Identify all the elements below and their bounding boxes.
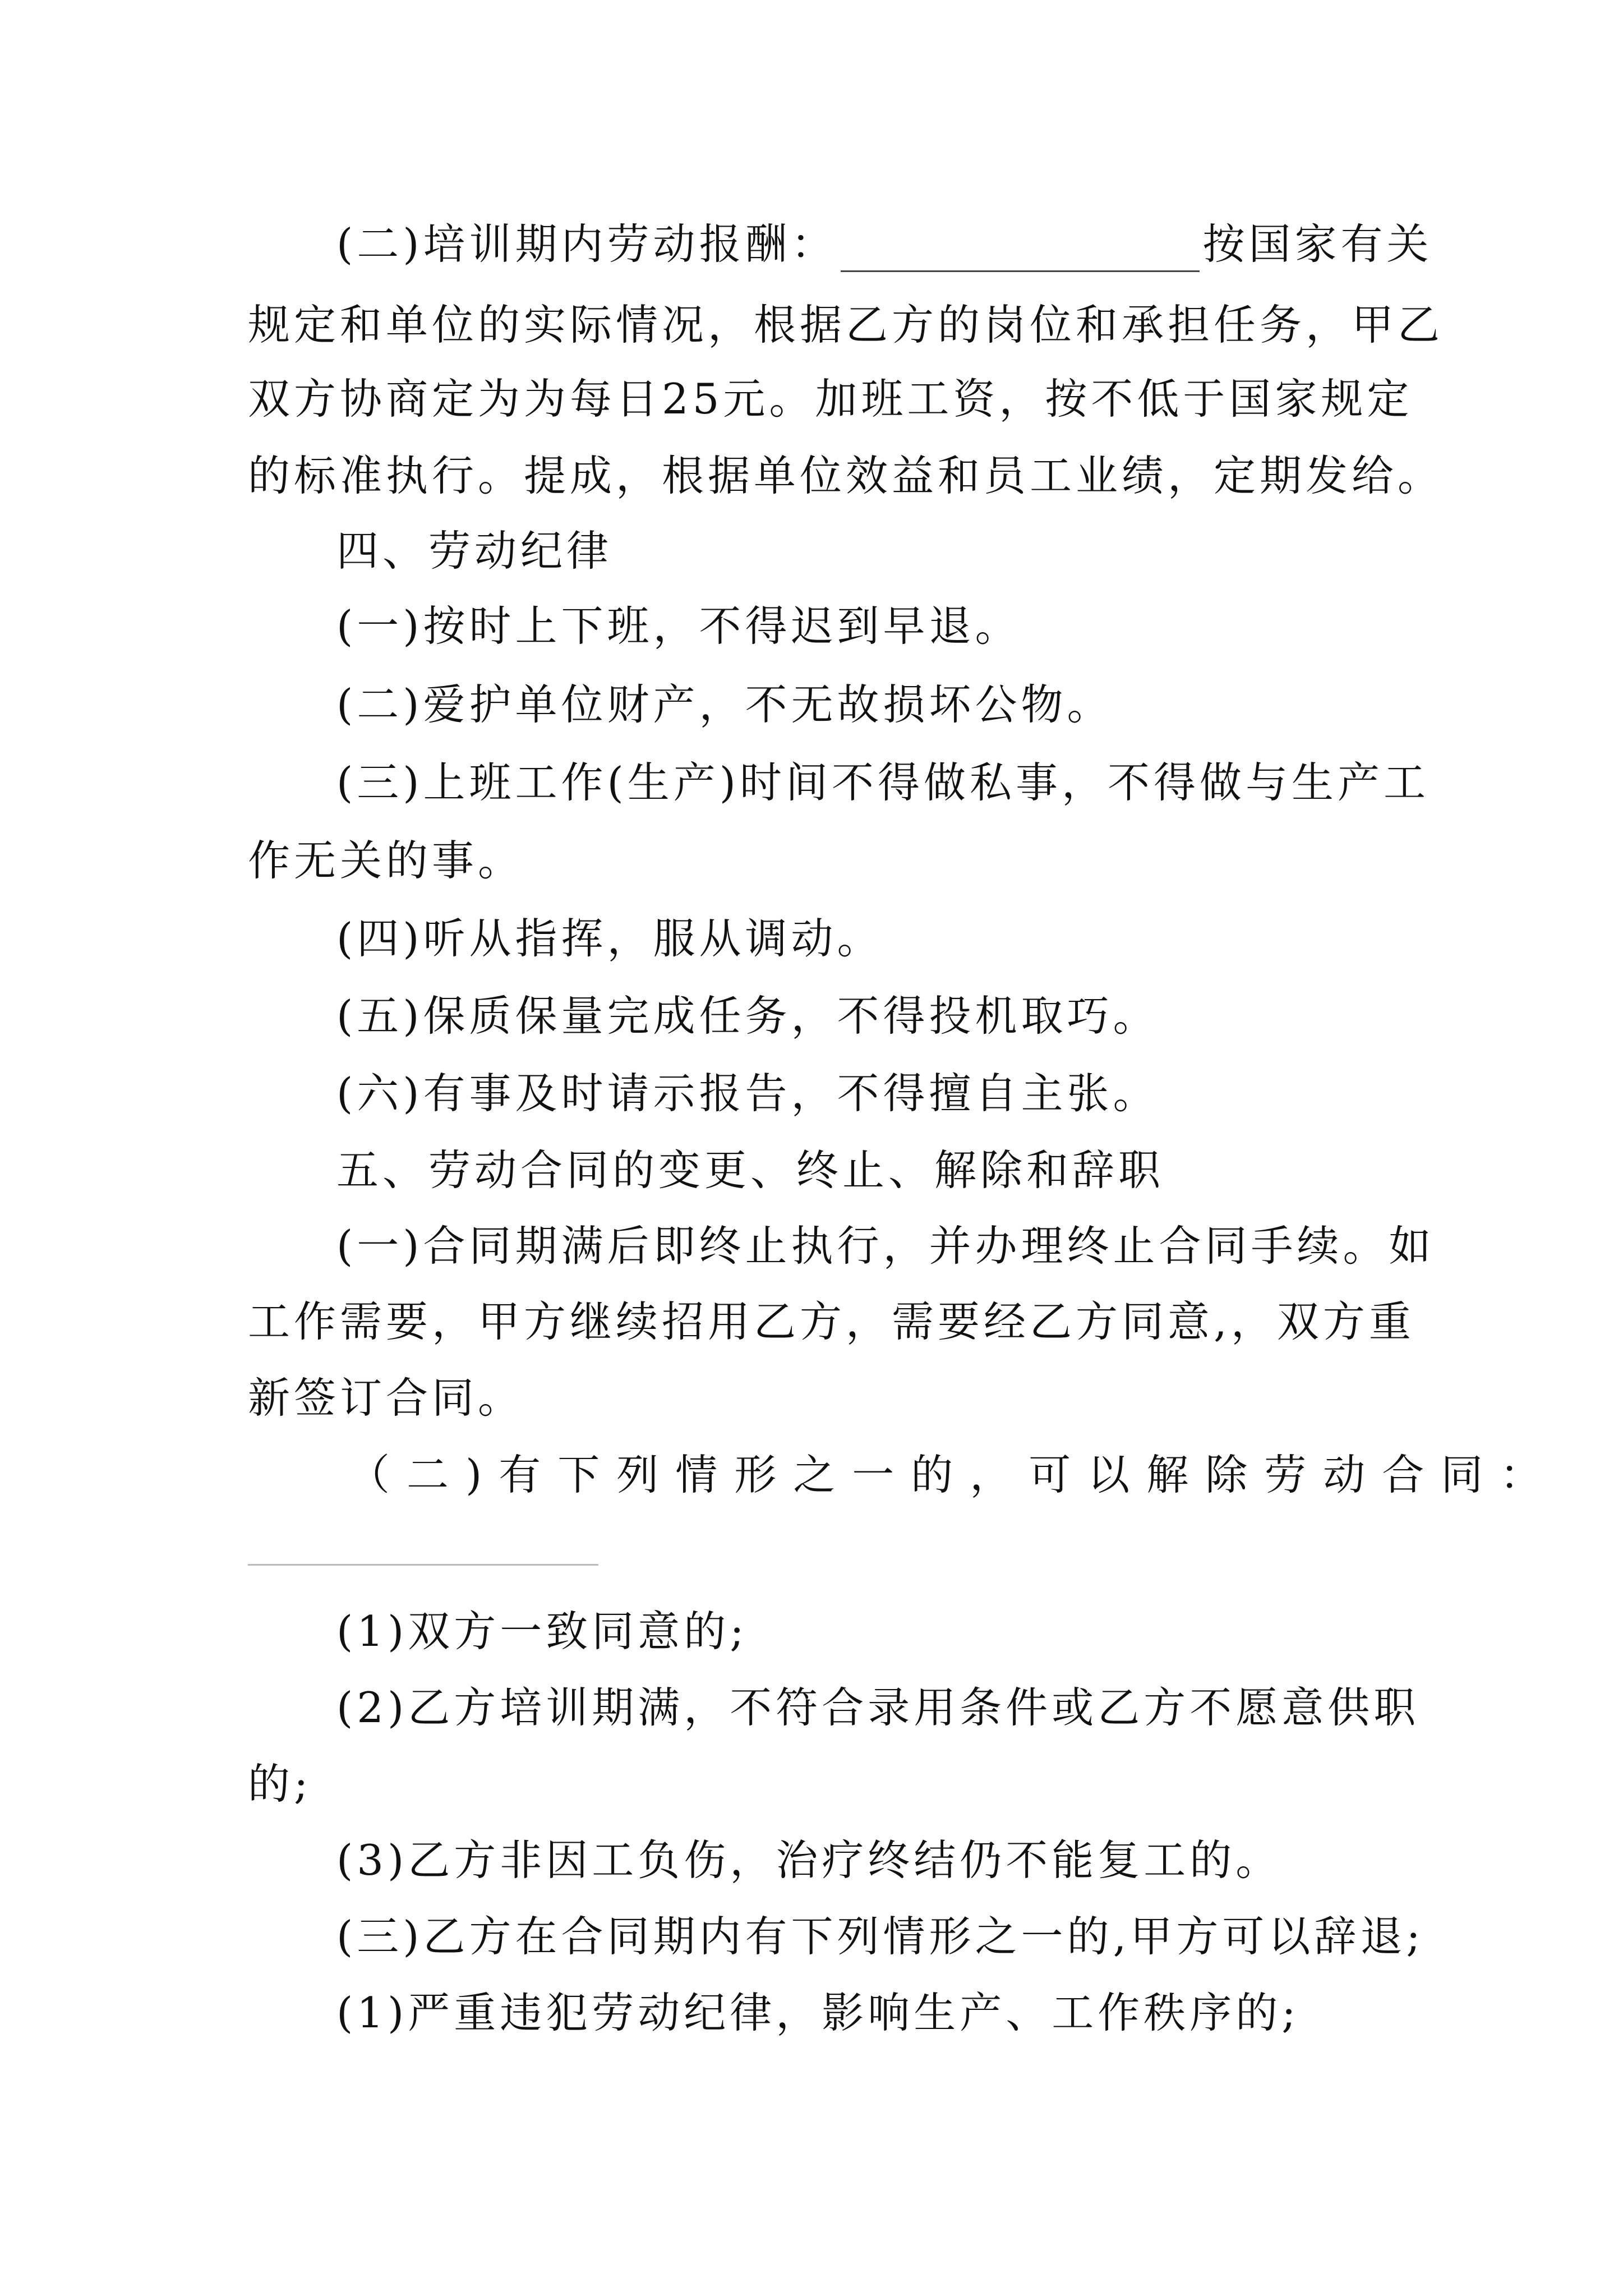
section-4-heading: 四、劳动纪律 xyxy=(336,526,613,576)
paragraph-training-pay-line-1 xyxy=(336,216,1433,272)
contract-item-1-line-2: 工作需要，甲方继续招用乙方，需要经乙方同意,，双方重 xyxy=(248,1297,1415,1346)
contract-item-2-sub-2-line-1: (2)乙方培训期满，不符合录用条件或乙方不愿意供职 xyxy=(336,1683,1420,1732)
discipline-item-6: (六)有事及时请示报告，不得擅自主张。 xyxy=(336,1069,1159,1118)
paragraph-training-pay-line-4: 的标准执行。提成，根据单位效益和员工业绩，定期发给。 xyxy=(248,451,1444,500)
discipline-item-4: (四)听从指挥，服从调动。 xyxy=(336,914,883,963)
contract-item-3-sub-1: (1)严重违犯劳动纪律，影响生产、工作秩序的; xyxy=(336,1988,1300,2037)
paragraph-training-pay-line-3: 双方协商定为为每日25元。加班工资，按不低于国家规定 xyxy=(248,374,1413,424)
contract-item-3: (三)乙方在合同期内有下列情形之一的,甲方可以辞退; xyxy=(336,1912,1424,1961)
discipline-item-3-line-1: (三)上班工作(生产)时间不得做私事，不得做与生产工 xyxy=(336,758,1430,807)
divider-line xyxy=(248,1564,598,1566)
section-5-heading: 五、劳动合同的变更、终止、解除和辞职 xyxy=(336,1145,1165,1195)
contract-item-2-sub-1: (1)双方一致同意的; xyxy=(336,1607,748,1656)
training-pay-continuation: 按国家有关 xyxy=(1202,219,1433,269)
training-pay-blank xyxy=(841,231,1200,272)
discipline-item-2: (二)爱护单位财产，不无故损坏公物。 xyxy=(336,680,1113,729)
contract-item-2-sub-3: (3)乙方非因工负伤，治疗终结仍不能复工的。 xyxy=(336,1835,1282,1885)
contract-item-1-line-1: (一)合同期满后即终止执行，并办理终止合同手续。如 xyxy=(336,1221,1435,1271)
paragraph-training-pay-line-2: 规定和单位的实际情况，根据乙方的岗位和承担任务，甲乙 xyxy=(248,300,1444,349)
contract-item-1-line-3: 新签订合同。 xyxy=(248,1373,524,1423)
contract-item-2-sub-2-line-2: 的; xyxy=(248,1759,312,1809)
contract-item-2: （二)有下列情形之一的，可以解除劳动合同： xyxy=(348,1450,1559,1499)
training-pay-label: (二)培训期内劳动报酬： xyxy=(336,219,837,269)
discipline-item-1: (一)按时上下班，不得迟到早退。 xyxy=(336,601,1021,651)
discipline-item-5: (五)保质保量完成任务，不得投机取巧。 xyxy=(336,991,1159,1041)
discipline-item-3-line-2: 作无关的事。 xyxy=(248,836,524,885)
